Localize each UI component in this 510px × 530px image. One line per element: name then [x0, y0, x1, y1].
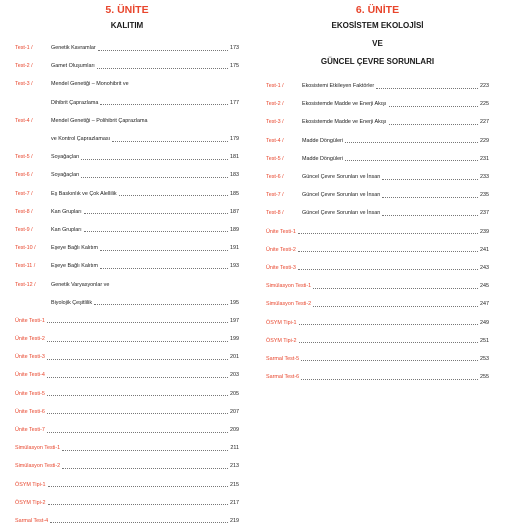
page-number: 207: [230, 408, 239, 415]
entry-label: ÖSYM Tipi-1: [15, 481, 46, 488]
page-number: 191: [230, 245, 239, 252]
dot-leader: [81, 176, 228, 178]
toc-entry: [15, 166, 239, 184]
unit-subtitle: EKOSİSTEM EKOLOJİSİ: [331, 21, 424, 30]
toc-entry: [15, 330, 239, 348]
dot-leader: [389, 123, 479, 125]
page-number: 217: [230, 499, 239, 506]
page-number: 179: [230, 136, 239, 143]
entry-title: Güncel Çevre Sorunları ve İnsan: [302, 192, 381, 199]
dot-leader: [100, 103, 228, 105]
toc-entry: [266, 95, 489, 113]
page-number: 209: [230, 427, 239, 434]
page-number: 195: [230, 299, 239, 306]
entry-label: Test-12 /: [15, 281, 36, 288]
entry-title: Eşeye Bağlı Kalıtım: [51, 263, 99, 270]
dot-leader: [299, 323, 478, 325]
page-number: 231: [480, 155, 489, 162]
dot-leader: [48, 485, 228, 487]
page-number: 201: [230, 354, 239, 361]
page-number: 219: [230, 517, 239, 524]
entry-label: Simülasyon Testi-1: [15, 445, 61, 452]
page-number: 225: [480, 101, 489, 108]
page-number: 205: [230, 390, 239, 397]
entry-label: Test-5 /: [266, 155, 284, 162]
dot-leader: [81, 158, 228, 160]
entry-label: Ünite Testi-2: [266, 246, 296, 253]
dot-leader: [62, 449, 228, 451]
toc-entry: [266, 132, 489, 150]
page-number: 253: [480, 355, 489, 362]
page-number: 229: [480, 137, 489, 144]
unit-5-column: [15, 0, 239, 530]
dot-leader: [62, 467, 228, 469]
toc-entry: [266, 204, 489, 222]
entry-label: Test-6 /: [266, 174, 284, 181]
toc-entry: [266, 77, 489, 95]
unit-title: 5. ÜNİTE: [105, 4, 149, 16]
toc-entry: [15, 494, 239, 512]
dot-leader: [376, 87, 478, 89]
toc-entry: [266, 241, 489, 259]
entry-label: Test-4 /: [15, 117, 33, 124]
dot-leader: [97, 67, 228, 69]
toc-entry: [266, 186, 489, 204]
toc-entry: [15, 112, 239, 130]
toc-entry: [15, 75, 239, 93]
unit-subtitle: KALITIM: [110, 21, 144, 30]
entry-label: Test-7 /: [266, 192, 284, 199]
page-number: 211: [230, 445, 239, 452]
page-number: 247: [480, 301, 489, 308]
entry-title: Eşeye Bağlı Kalıtım: [51, 245, 99, 252]
entry-label: Simülasyon Testi-2: [15, 463, 61, 470]
dot-leader: [313, 287, 478, 289]
toc-list: [15, 39, 239, 530]
toc-entry: [15, 221, 239, 239]
page-number: 239: [480, 228, 489, 235]
dot-leader: [382, 196, 478, 198]
page-number: 181: [230, 154, 239, 161]
entry-title: Ekosistemde Madde ve Enerji Akışı: [302, 101, 387, 108]
dot-leader: [119, 194, 228, 196]
dot-leader: [382, 178, 478, 180]
page-number: 189: [230, 226, 239, 233]
entry-label: ÖSYM Tipi-2: [266, 337, 297, 344]
page-number: 187: [230, 208, 239, 215]
toc-entry: [15, 239, 239, 257]
page-number: 173: [230, 45, 239, 52]
page-number: 177: [230, 99, 239, 106]
entry-label: ÖSYM Tipi-2: [15, 499, 46, 506]
page-number: 213: [230, 463, 239, 470]
entry-label: Test-3 /: [266, 119, 284, 126]
page-number: 237: [480, 210, 489, 217]
dot-leader: [47, 358, 228, 360]
dot-leader: [47, 376, 228, 378]
dot-leader: [298, 268, 478, 270]
toc-entry: [266, 259, 489, 277]
entry-label: Test-11 /: [15, 263, 36, 270]
page-number: 255: [480, 374, 489, 381]
entry-label: ÖSYM Tipi-1: [266, 319, 297, 326]
entry-title: Kan Grupları: [51, 226, 82, 233]
page-number: 249: [480, 319, 489, 326]
toc-entry: [15, 130, 239, 148]
page-number: 183: [230, 172, 239, 179]
entry-label: Test-10 /: [15, 245, 36, 252]
entry-title: Genetik Kavramlar: [51, 45, 96, 52]
page-number: 193: [230, 263, 239, 270]
dot-leader: [47, 412, 228, 414]
dot-leader: [94, 303, 228, 305]
entry-label: Ünite Testi-1: [15, 317, 45, 324]
entry-label: Ünite Testi-7: [15, 427, 45, 434]
entry-label: Test-5 /: [15, 154, 33, 161]
dot-leader: [389, 105, 479, 107]
toc-entry: [15, 439, 239, 457]
toc-entry: [266, 350, 489, 368]
entry-label: Test-1 /: [15, 45, 33, 52]
entry-label: Simülasyon Testi-2: [266, 301, 312, 308]
toc-entry: [15, 385, 239, 403]
entry-label: Ünite Testi-1: [266, 228, 296, 235]
entry-title: Biyolojik Çeşitlilik: [51, 299, 93, 306]
dot-leader: [47, 321, 228, 323]
unit-subtitle: GÜNCEL ÇEVRE SORUNLARI: [320, 57, 435, 66]
entry-title: Gamet Oluşumları: [51, 63, 95, 70]
toc-entry: [266, 277, 489, 295]
entry-title: Eş Baskınlık ve Çok Alellilik: [51, 190, 117, 197]
dot-leader: [84, 230, 228, 232]
dot-leader: [298, 232, 478, 234]
entry-label: Test-4 /: [266, 137, 284, 144]
entry-title: Soyağaçları: [51, 172, 80, 179]
page-number: 243: [480, 264, 489, 271]
dot-leader: [50, 521, 228, 523]
toc-entry: [15, 94, 239, 112]
toc-entry: [266, 313, 489, 331]
entry-label: Test-2 /: [266, 101, 284, 108]
entry-title: Madde Döngüleri: [302, 137, 344, 144]
toc-entry: [15, 203, 239, 221]
toc-list: [266, 77, 489, 386]
entry-label: Test-2 /: [15, 63, 33, 70]
dot-leader: [345, 159, 478, 161]
dot-leader: [47, 394, 228, 396]
dot-leader: [298, 250, 478, 252]
toc-entry: [15, 275, 239, 293]
unit-6-column: [266, 0, 489, 386]
page-number: 199: [230, 336, 239, 343]
entry-title: Soyağaçları: [51, 154, 80, 161]
dot-leader: [301, 359, 478, 361]
dot-leader: [301, 378, 478, 380]
toc-entry: [15, 366, 239, 384]
toc-entry: [15, 312, 239, 330]
page-number: 203: [230, 372, 239, 379]
toc-entry: [15, 39, 239, 57]
entry-label: Test-1 /: [266, 83, 284, 90]
toc-entry: [15, 348, 239, 366]
entry-label: Test-6 /: [15, 172, 33, 179]
page-number: 251: [480, 337, 489, 344]
page-number: 215: [230, 481, 239, 488]
toc-entry: [15, 148, 239, 166]
entry-label: Test-9 /: [15, 226, 33, 233]
page-number: 233: [480, 174, 489, 181]
entry-title: ve Kontrol Çaprazlaması: [51, 136, 111, 143]
toc-entry: [15, 257, 239, 275]
entry-label: Ünite Testi-2: [15, 336, 45, 343]
entry-label: Test-8 /: [15, 208, 33, 215]
page-number: 227: [480, 119, 489, 126]
entry-title: Mendel Genetiği – Polihibrit Çaprazlama: [51, 117, 148, 124]
page-number: 175: [230, 63, 239, 70]
entry-title: Ekosistemi Etkileyen Faktörler: [302, 83, 375, 90]
unit-subtitle: VE: [372, 39, 383, 48]
entry-label: Test-7 /: [15, 190, 33, 197]
entry-label: Test-8 /: [266, 210, 284, 217]
entry-title: Ekosistemde Madde ve Enerji Akışı: [302, 119, 387, 126]
toc-entry: [15, 512, 239, 530]
toc-entry: [15, 294, 239, 312]
dot-leader: [313, 305, 478, 307]
toc-entry: [266, 332, 489, 350]
entry-label: Sarmal Test-6: [266, 374, 300, 381]
toc-entry: [15, 185, 239, 203]
toc-entry: [15, 457, 239, 475]
toc-entry: [15, 421, 239, 439]
page-number: 245: [480, 283, 489, 290]
entry-title: Genetik Varyasyonlar ve: [51, 281, 110, 288]
entry-label: Test-3 /: [15, 81, 33, 88]
entry-label: Sarmal Test-4: [15, 517, 49, 524]
dot-leader: [47, 340, 228, 342]
entry-title: Güncel Çevre Sorunları ve İnsan: [302, 174, 381, 181]
toc-entry: [266, 150, 489, 168]
page-number: 241: [480, 246, 489, 253]
toc-entry: [266, 168, 489, 186]
toc-entry: [15, 57, 239, 75]
entry-title: Kan Grupları: [51, 208, 82, 215]
dot-leader: [84, 212, 228, 214]
entry-title: Dihibrit Çaprazlama: [51, 99, 99, 106]
entry-label: Ünite Testi-5: [15, 390, 45, 397]
entry-label: Ünite Testi-3: [15, 354, 45, 361]
dot-leader: [48, 503, 228, 505]
page-number: 235: [480, 192, 489, 199]
entry-title: Güncel Çevre Sorunları ve İnsan: [302, 210, 381, 217]
toc-entry: [266, 223, 489, 241]
dot-leader: [345, 141, 478, 143]
dot-leader: [382, 214, 478, 216]
toc-entry: [15, 476, 239, 494]
entry-label: Simülasyon Testi-1: [266, 283, 312, 290]
entry-label: Ünite Testi-3: [266, 264, 296, 271]
toc-entry: [266, 295, 489, 313]
entry-title: Mendel Genetiği – Monohibrit ve: [51, 81, 129, 88]
dot-leader: [47, 431, 228, 433]
page-number: 223: [480, 83, 489, 90]
dot-leader: [299, 341, 478, 343]
dot-leader: [100, 267, 228, 269]
unit-title: 6. ÜNİTE: [355, 4, 400, 16]
entry-label: Sarmal Test-5: [266, 355, 300, 362]
dot-leader: [112, 140, 228, 142]
entry-title: Madde Döngüleri: [302, 155, 344, 162]
dot-leader: [98, 49, 228, 51]
page-number: 197: [230, 317, 239, 324]
toc-entry: [266, 368, 489, 386]
page-number: 185: [230, 190, 239, 197]
dot-leader: [100, 249, 228, 251]
toc-entry: [266, 113, 489, 131]
entry-label: Ünite Testi-4: [15, 372, 45, 379]
toc-entry: [15, 403, 239, 421]
entry-label: Ünite Testi-6: [15, 408, 45, 415]
